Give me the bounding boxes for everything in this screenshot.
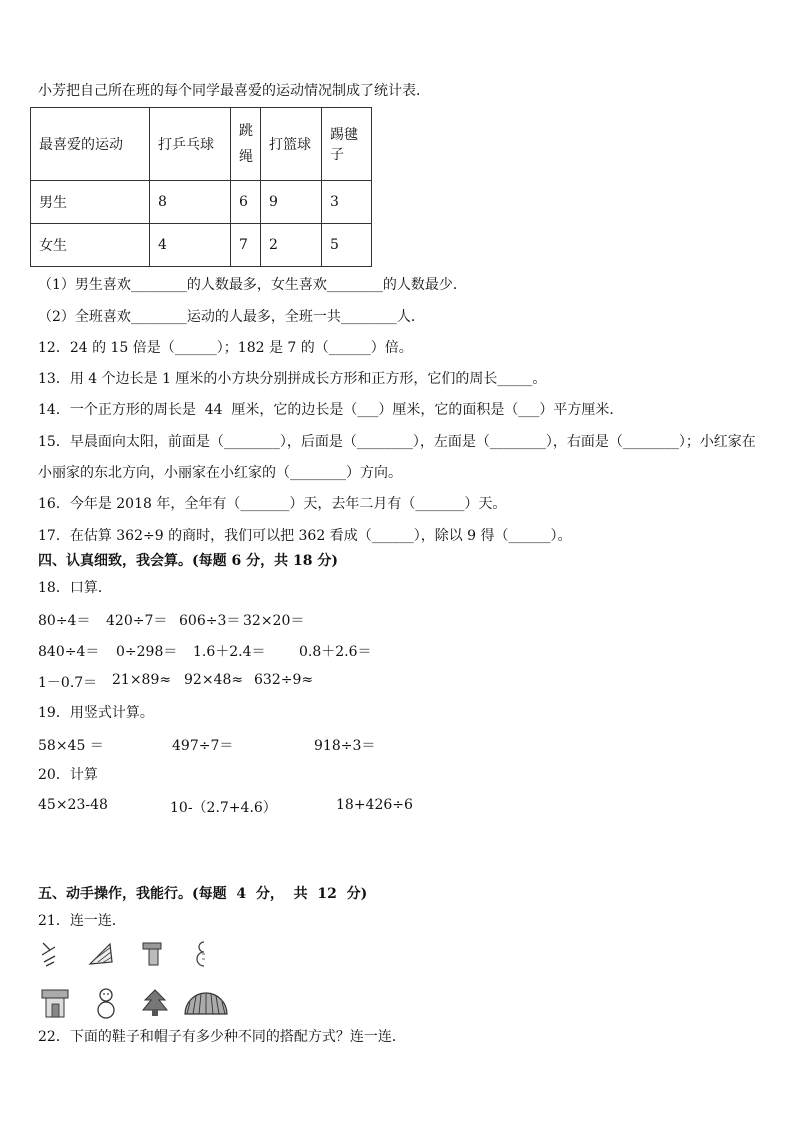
vertical-calc-item: 918÷3＝ xyxy=(314,738,376,754)
umbrella-piece-icon xyxy=(88,942,114,966)
question-15-line-2: 小丽家的东北方向，小丽家在小红家的（________）方向。 xyxy=(38,465,402,481)
oral-row xyxy=(38,641,372,661)
intro-text: 小芳把自己所在班的每个同学最喜爱的运动情况制成了统计表． xyxy=(38,83,430,99)
oral-item: 21×89≈ xyxy=(112,672,172,688)
vertical-calc-item: 497÷7＝ xyxy=(172,738,234,754)
table-cell: 男生 xyxy=(31,181,150,224)
oral-item: 0.8＋2.6＝ xyxy=(299,644,372,660)
oral-item: 0÷298＝ xyxy=(116,644,178,660)
snowman-half-piece-icon xyxy=(194,940,210,968)
question-21: 21．连一连． xyxy=(38,913,126,929)
house-icon xyxy=(40,987,70,1019)
question-17: 17．在估算 362÷9 的商时，我们可以把 362 看成（______），除以 9 得（______）。 xyxy=(38,528,572,544)
calc-item: 45×23-48 xyxy=(38,797,108,813)
table-header-cell: 最喜爱的运动 xyxy=(31,108,150,181)
question-11-part-1: （1）男生喜欢________的人数最多，女生喜欢________的人数最少． xyxy=(38,277,467,293)
calc-item: 18+426÷6 xyxy=(336,797,413,813)
table-header-cell: 打乒乓球 xyxy=(150,108,231,181)
table-cell: 9 xyxy=(261,181,322,224)
broken-triangle-piece-icon xyxy=(40,940,58,968)
question-19: 19．用竖式计算。 xyxy=(38,705,154,721)
question-11-part-2: （2）全班喜欢________运动的人最多，全班一共________人． xyxy=(38,309,425,325)
question-20: 20．计算 xyxy=(38,767,98,783)
oral-item: 32×20＝ xyxy=(243,613,305,629)
table-row xyxy=(31,181,372,224)
oral-item: 840÷4＝ xyxy=(38,644,100,660)
oral-item: 92×48≈ xyxy=(184,672,244,688)
question-12: 12．24 的 15 倍是（______）；182 是 7 的（______）倍。 xyxy=(38,340,413,356)
question-15-line-1: 15．早晨面向太阳，前面是（________），后面是（________），左面是（________），右面是（________）；小红家在 xyxy=(38,434,756,450)
table-cell: 7 xyxy=(231,224,261,267)
oral-item: 632÷9≈ xyxy=(254,672,314,688)
oral-item: 606÷3＝ xyxy=(179,613,241,629)
table-header-row xyxy=(31,108,372,181)
table-header-cell-text: 跳绳 xyxy=(239,123,253,165)
oral-item: 1.6＋2.4＝ xyxy=(193,644,266,660)
table-cell: 5 xyxy=(322,224,372,267)
vertical-calc-row xyxy=(38,735,375,755)
oral-item: 420÷7＝ xyxy=(106,613,168,629)
table-row xyxy=(31,224,372,267)
section-4-heading: 四、认真细致，我会算。(每题 6 分，共 18 分) xyxy=(38,553,338,569)
oral-row xyxy=(38,610,304,630)
snowman-icon xyxy=(93,986,119,1020)
oral-row xyxy=(38,672,313,692)
table-cell: 6 xyxy=(231,181,261,224)
calc-row xyxy=(38,797,413,817)
tree-icon xyxy=(140,988,170,1018)
question-14: 14．一个正方形的周长是 44 厘米，它的边长是（___）厘米，它的面积是（___）平方厘米． xyxy=(38,402,624,418)
table-cell: 2 xyxy=(261,224,322,267)
stats-table xyxy=(30,107,372,267)
question-22: 22．下面的鞋子和帽子有多少种不同的搭配方式？连一连． xyxy=(38,1029,406,1045)
vertical-calc-item: 58×45 ＝ xyxy=(38,738,104,754)
table-cell: 女生 xyxy=(31,224,150,267)
table-cell: 3 xyxy=(322,181,372,224)
question-18: 18．口算． xyxy=(38,580,112,596)
house-top-piece-icon xyxy=(141,941,163,967)
table-cell: 4 xyxy=(150,224,231,267)
question-13: 13．用 4 个边长是 1 厘米的小方块分别拼成长方形和正方形，它们的周长_____。 xyxy=(38,371,547,387)
table-header-cell: 踢毽子 xyxy=(322,108,372,181)
oral-item: 1－0.7＝ xyxy=(38,675,98,691)
question-16: 16．今年是 2018 年，全年有（_______）天，去年二月有（_______）天。 xyxy=(38,496,507,512)
table-header-cell xyxy=(231,108,261,181)
umbrella-icon xyxy=(183,990,229,1020)
table-header-cell: 打篮球 xyxy=(261,108,322,181)
calc-item: 10-（2.7+4.6） xyxy=(170,800,277,816)
oral-item: 80÷4＝ xyxy=(38,613,91,629)
table-cell: 8 xyxy=(150,181,231,224)
section-5-heading: 五、动手操作，我能行。(每题 4 分， 共 12 分) xyxy=(38,886,368,902)
